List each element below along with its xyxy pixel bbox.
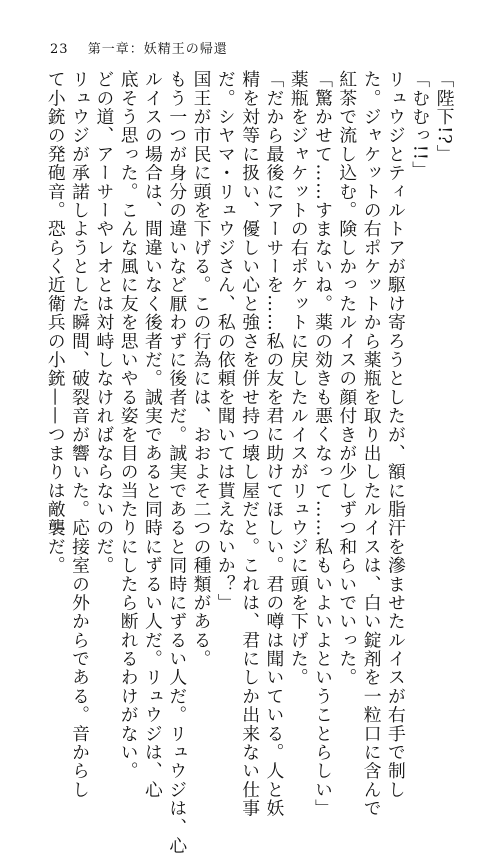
text-line: て小銃の発砲音。恐らく近衛兵の小銃——つまりは敵襲だ。 bbox=[45, 70, 67, 575]
text-line: どの道、アーサーやレオとは対峙しなければならないのだ。 bbox=[93, 70, 115, 575]
text-line: 「むむっ!!」 bbox=[409, 70, 431, 180]
text-line: ルイスの場合は、間違いなく後者だ。誠実であると同時にずるい人だ。リュウジは、心 bbox=[142, 70, 164, 799]
text-line: 国王が市民に頭を下げる。この行為には、おおよそ二つの種類がある。 bbox=[191, 70, 213, 669]
text-line: 「だから最後にアーサーを……私の友を君に助けてほしい。君の噂は聞いている。人と妖 bbox=[263, 70, 285, 818]
text-line: 底そう思った。こんな風に友を思いやる姿を目の当たりにしたら断れるわけがない。 bbox=[118, 70, 140, 781]
running-header bbox=[50, 38, 228, 57]
text-line: リュウジとティルトアが駆け寄ろうとしたが、額に脂汗を滲ませたルイスが右手で制し bbox=[385, 70, 407, 799]
text-line: 「驚かせて……すまないね。薬の効きも悪くなって……私もいよいよということらしい」 bbox=[312, 70, 334, 818]
text-line: 紅茶で流し込む。険しかったルイスの顔付きが少しずつ和らいでいった。 bbox=[336, 70, 358, 687]
text-line: もう一つが身分の違いなど厭わずに後者だ。誠実であると同時にずるい人だ。リュウジは、心 bbox=[166, 70, 188, 855]
text-line: 「陛下!?」 bbox=[434, 70, 455, 164]
text-line: 薬瓶をジャケットの右ポケットに戻したルイスがリュウジに頭を下げた。 bbox=[288, 70, 310, 687]
text-line: 精を対等に扱い、優しい心と強さを併せ持つ壊し屋だと。これは、君にしか出来ない仕事 bbox=[239, 70, 261, 818]
text-line: リュウジが承諾しようとした瞬間、破裂音が響いた。応接室の外からである。音からし bbox=[69, 70, 91, 799]
text-line: だ。シヤマ・リュウジさん、私の依頼を聞いては貰えないか？」 bbox=[215, 70, 237, 613]
vertical-text-body bbox=[45, 70, 456, 855]
text-line: た。ジャケットの右ポケットから薬瓶を取り出したルイスは、白い錠剤を一粒口に含んで bbox=[361, 70, 383, 818]
page-number: 23 bbox=[50, 42, 69, 57]
chapter-title: 第一章：妖精王の帰還 bbox=[87, 42, 228, 57]
